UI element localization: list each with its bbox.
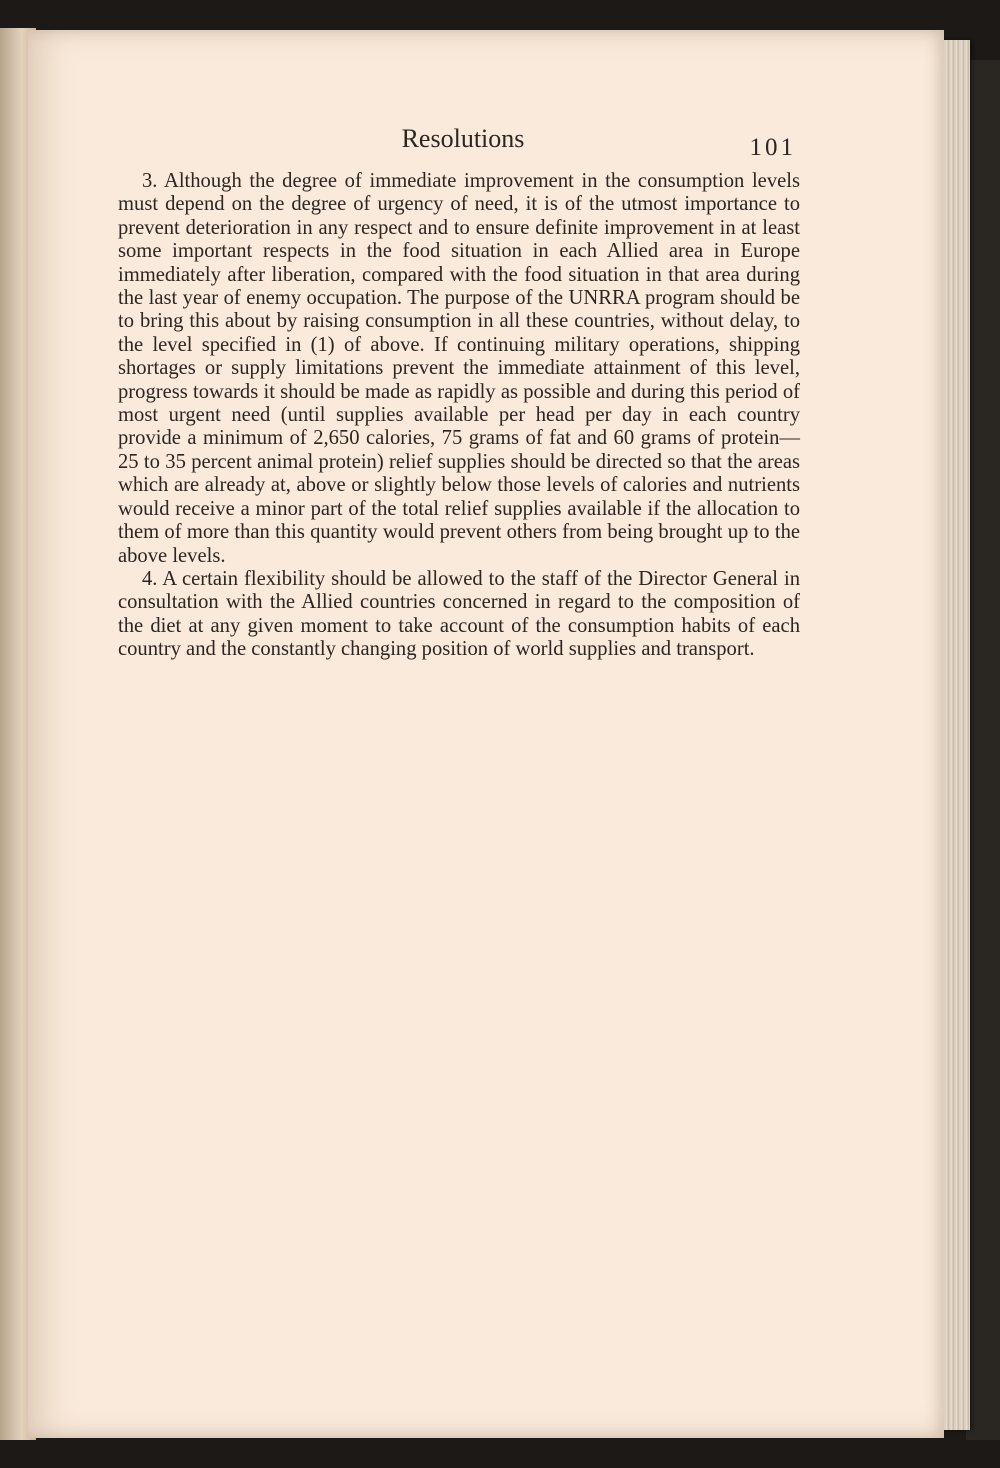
page-number: 101 [749,134,796,161]
page-body [118,170,800,662]
book-cover-right [966,60,1000,1440]
page-header [118,124,808,164]
paragraph-4: 4. A certain flexibility should be allowed to the staff of the Director General in consultation with the Allied countries concerned in regard to the composition of the diet at any given moment to take account of the consumption habits of each country and the constantly changing position of world supplies and transport. [118,567,800,661]
page-edges [940,40,970,1430]
running-head: Resolutions [401,124,525,153]
paragraph-3: 3. Although the degree of immediate improvement in the consumption levels must depend on the degree of urgency of need, it is of the utmost importance to prevent deterioration in any respect and to ensure definite improvement in at least some important respects in the food situation in each Allied area in Europe immediately after liberation, compared with the food situation in that area during the last year of enemy occupation. The purpose of the UNRRA program should be to bring this about by raising consumption in all these countries, without delay, to the level specified in (1) of above. If continuing military operations, shipping shortages or supply limitations prevent the immediate attainment of this level, progress towards it should be made as rapidly as possible and during this period of most urgent need (until supplies available per head per day in each country provide a minimum of 2,650 calories, 75 grams of fat and 60 grams of protein—25 to 35 percent animal protein) relief supplies should be directed so that the areas which are already at, above or slightly below those levels of calories and nutrients would receive a minor part of the total relief supplies available if the allocation to them of more than this quantity would prevent others from being brought up to the above levels. [118,170,800,567]
